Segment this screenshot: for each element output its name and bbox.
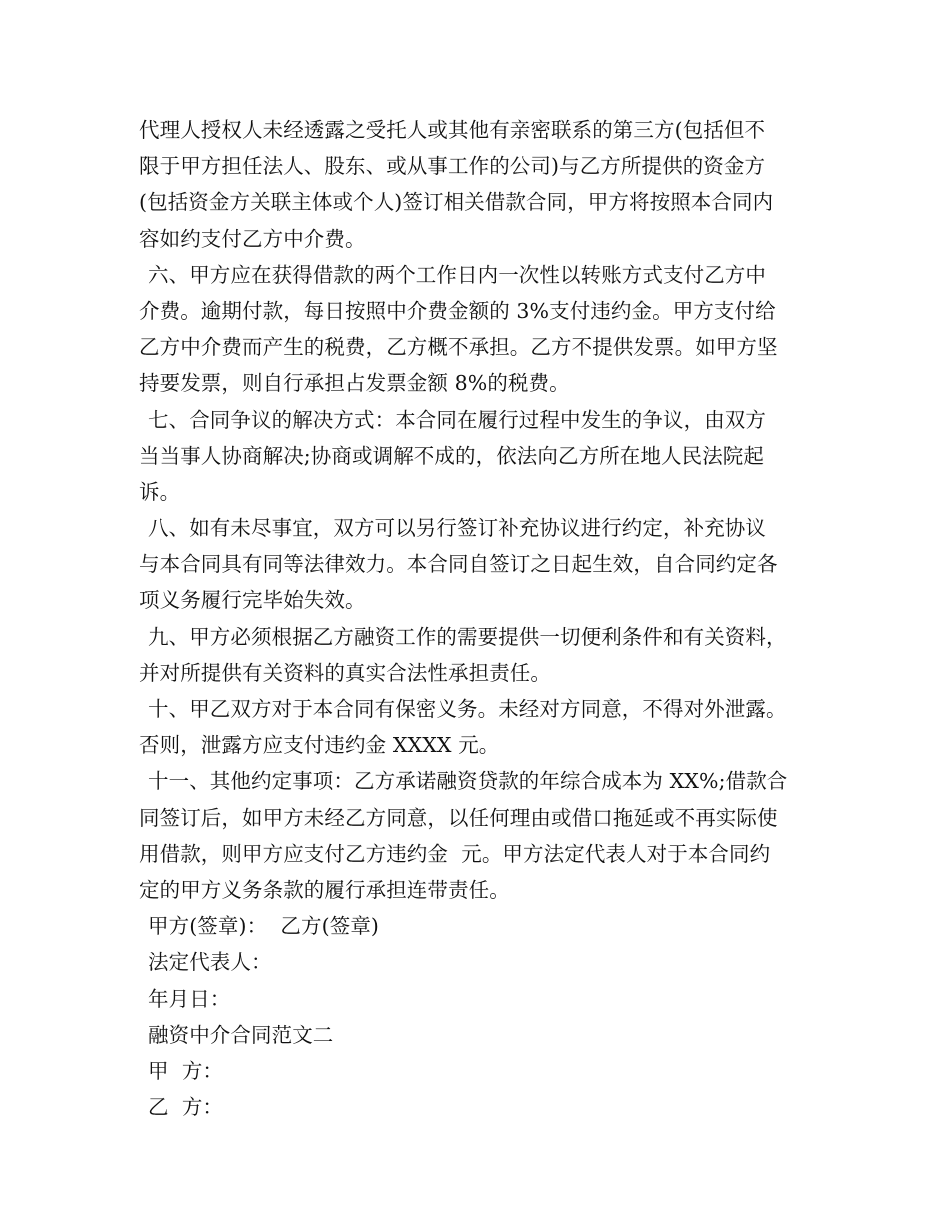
legal-representative-line: 法定代表人： xyxy=(148,950,272,975)
party-a-line: 甲 方： xyxy=(148,1058,224,1083)
text-line: (包括资金方关联主体或个人)签订相关借款合同，甲方将按照本合同内 xyxy=(139,190,774,215)
text-line: 持要发票，则自行承担占发票金额 8%的税费。 xyxy=(139,371,570,396)
text-line: 诉。 xyxy=(139,479,181,504)
signature-line: 甲方(签章)： 乙方(签章) xyxy=(148,914,380,939)
text-line: 限于甲方担任法人、股东、或从事工作的公司)与乙方所提供的资金方 xyxy=(139,154,766,179)
clause-7-heading-line: 七、合同争议的解决方式：本合同在履行过程中发生的争议，由双方 xyxy=(148,407,766,432)
document-body xyxy=(139,112,829,1125)
date-line: 年月日： xyxy=(148,986,231,1011)
clause-6-heading-line: 六、甲方应在获得借款的两个工作日内一次性以转账方式支付乙方中 xyxy=(148,262,766,287)
text-line: 代理人授权人未经透露之受托人或其他有亲密联系的第三方(包括但不 xyxy=(139,118,766,142)
text-line: 同签订后，如甲方未经乙方同意，以任何理由或借口拖延或不再实际使 xyxy=(139,805,778,830)
text-line: 否则，泄露方应支付违约金 XXXX 元。 xyxy=(139,733,500,758)
section-title: 融资中介合同范文二 xyxy=(148,1022,334,1047)
text-line: 用借款，则甲方应支付乙方违约金 元。甲方法定代表人对于本合同约 xyxy=(139,841,771,866)
clause-11-heading-line: 十一、其他约定事项：乙方承诺融资贷款的年综合成本为 XX%;借款合 xyxy=(148,769,788,794)
text-line: 当当事人协商解决;协商或调解不成的，依法向乙方所在地人民法院起 xyxy=(139,443,765,468)
text-line: 与本合同具有同等法律效力。本合同自签订之日起生效，自合同约定各 xyxy=(139,552,778,577)
clause-9-heading-line: 九、甲方必须根据乙方融资工作的需要提供一切便利条件和有关资料， xyxy=(148,624,787,649)
text-line: 定的甲方义务条款的履行承担连带责任。 xyxy=(139,877,510,902)
clause-10-heading-line: 十、甲乙双方对于本合同有保密义务。未经对方同意，不得对外泄露。 xyxy=(148,697,787,721)
text-line: 项义务履行完毕始失效。 xyxy=(139,588,366,613)
text-line: 乙方中介费而产生的税费，乙方概不承担。乙方不提供发票。如甲方坚 xyxy=(139,335,778,360)
text-line: 并对所提供有关资料的真实合法性承担责任。 xyxy=(139,660,551,685)
party-b-line: 乙 方： xyxy=(148,1095,224,1120)
clause-8-heading-line: 八、如有未尽事宜，双方可以另行签订补充协议进行约定，补充协议 xyxy=(148,516,766,541)
text-line: 介费。逾期付款，每日按照中介费金额的 3%支付违约金。甲方支付给 xyxy=(139,298,776,323)
text-line: 容如约支付乙方中介费。 xyxy=(139,226,366,251)
